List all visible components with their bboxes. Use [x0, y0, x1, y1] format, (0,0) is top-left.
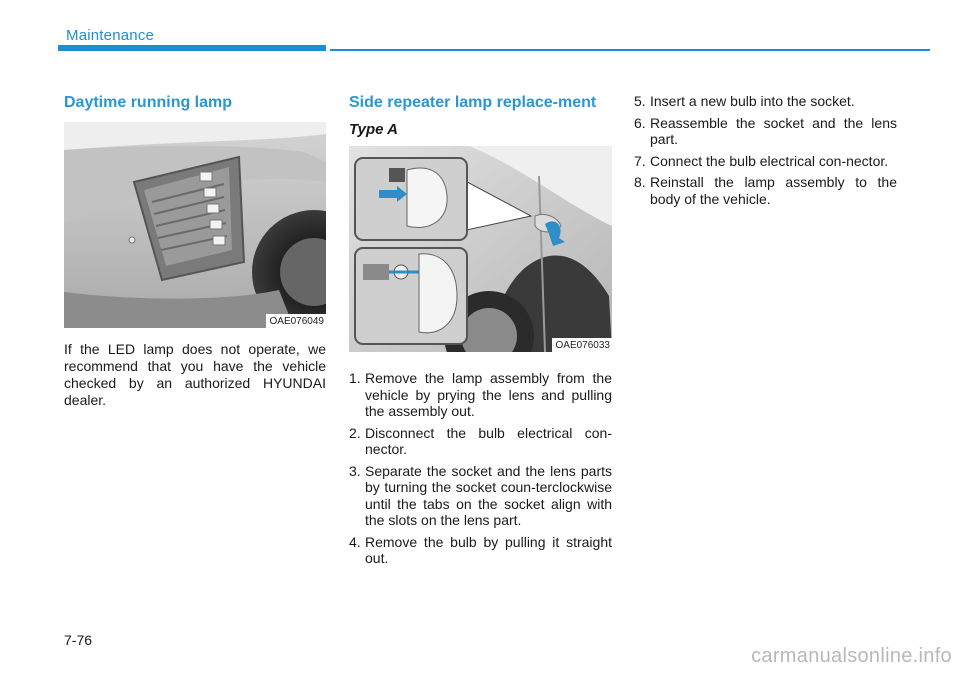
side-repeater-illustration	[349, 146, 612, 352]
step-number: 7.	[634, 152, 646, 169]
drl-title: Daytime running lamp	[64, 94, 233, 111]
column-repeater-cont	[634, 93, 897, 212]
step-text: Remove the lamp assembly from the vehicle by prying the lens and pulling the assembly out.	[365, 370, 612, 419]
bumper-fog-lamp-illustration	[64, 122, 326, 328]
drl-paragraph: If the LED lamp does not operate, we recommend that you have the vehicle checked by an authorized HYUNDAI dealer.	[64, 341, 326, 408]
page-number: 7-76	[64, 632, 93, 648]
step-2	[349, 425, 612, 458]
step-text: Reassemble the socket and the lens part.	[650, 114, 897, 147]
step-5	[634, 93, 897, 110]
step-6	[634, 115, 897, 148]
step-number: 6.	[634, 114, 646, 131]
step-text: Insert a new bulb into the socket.	[650, 93, 855, 109]
step-1	[349, 370, 612, 420]
header-rule-thin	[330, 49, 930, 51]
column-repeater	[349, 90, 612, 572]
drl-figure	[64, 122, 326, 328]
step-text: Reinstall the lamp assembly to the body of the vehicle.	[650, 174, 897, 207]
step-number: 5.	[634, 93, 646, 109]
repeater-steps-list	[349, 370, 612, 567]
step-text: Remove the bulb by pulling it straight out.	[365, 533, 612, 566]
figure-label-repeater: OAE076033	[552, 338, 613, 352]
repeater-figure	[349, 146, 612, 352]
step-8	[634, 174, 897, 207]
step-number: 2.	[349, 424, 361, 441]
repeater-subhead: Type A	[349, 121, 398, 138]
column-drl	[64, 90, 326, 409]
step-number: 3.	[349, 462, 361, 479]
figure-label-drl: OAE076049	[266, 314, 327, 328]
step-number: 4.	[349, 533, 361, 550]
step-7	[634, 153, 897, 170]
header-rule-thick	[58, 45, 326, 51]
step-4	[349, 534, 612, 567]
step-text: Connect the bulb electrical con-nector.	[650, 152, 889, 169]
section-header-title: Maintenance	[66, 27, 155, 44]
step-3	[349, 463, 612, 529]
repeater-title: Side repeater lamp replace-ment	[349, 94, 597, 111]
step-number: 1.	[349, 370, 361, 386]
step-number: 8.	[634, 174, 646, 190]
repeater-steps-list-cont	[634, 93, 897, 207]
step-text: Separate the socket and the lens parts by turning the socket coun-terclockwise until the tabs on the socket align with the slots on the lens part.	[365, 462, 612, 528]
step-text: Disconnect the bulb electrical con-nector.	[365, 424, 612, 457]
watermark-text[interactable]: carmanualsonline.info	[751, 645, 952, 667]
